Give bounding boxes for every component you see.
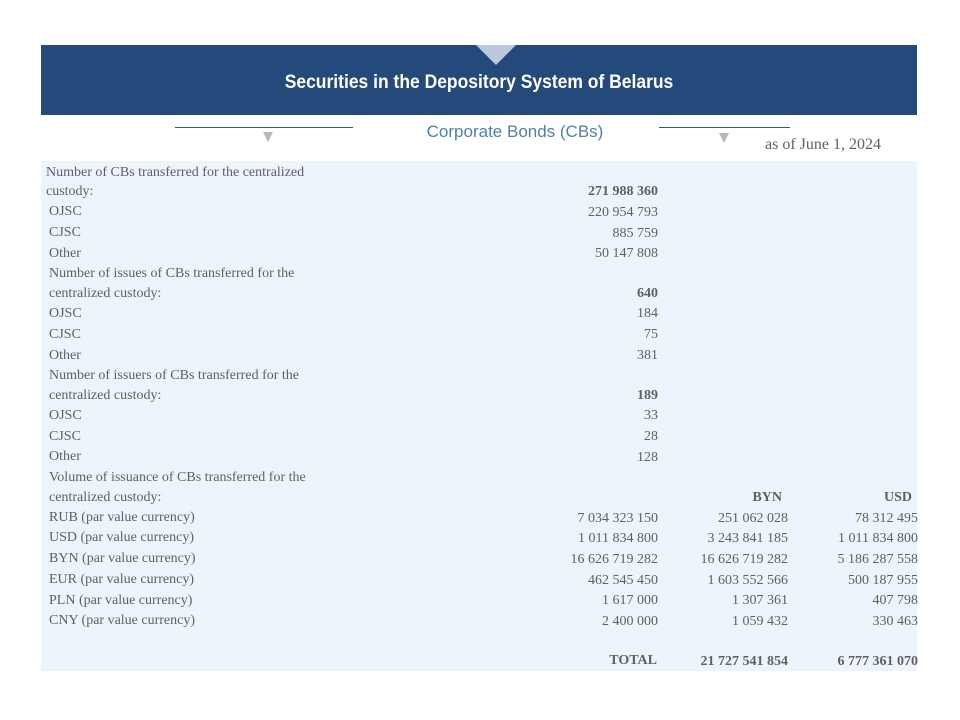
section-label: centralized custody: (49, 388, 162, 403)
row-label: USD (par value currency) (49, 530, 194, 545)
row-value: 28 (644, 429, 658, 444)
total-label: TOTAL (609, 653, 657, 668)
row-value-byn: 1 307 361 (732, 593, 788, 608)
row-label: OJSC (49, 306, 82, 321)
section-total: 189 (637, 388, 658, 403)
column-header-byn: BYN (752, 490, 782, 505)
row-value: 220 954 793 (588, 205, 658, 220)
row-label: PLN (par value currency) (49, 593, 193, 608)
section-label: custody: (46, 184, 94, 199)
row-value-usd: 330 463 (872, 614, 918, 629)
section-label: Number of issues of CBs transferred for the (49, 266, 295, 281)
subtitle: Corporate Bonds (CBs) (426, 122, 604, 141)
row-value: 184 (637, 306, 658, 321)
row-value: 2 400 000 (602, 614, 658, 629)
row-label: BYN (par value currency) (49, 551, 196, 566)
row-label: OJSC (49, 408, 82, 423)
subtitle-rule-left (175, 127, 353, 128)
row-value-usd: 5 186 287 558 (837, 552, 918, 567)
row-value-byn: 16 626 719 282 (700, 552, 788, 567)
down-triangle-left-icon (263, 132, 273, 142)
section-label: centralized custody: (49, 286, 162, 301)
row-value-byn: 1 603 552 566 (707, 573, 788, 588)
row-value: 462 545 450 (588, 573, 658, 588)
row-value: 381 (637, 348, 658, 363)
row-label: Other (49, 246, 81, 261)
row-label: CJSC (49, 429, 81, 444)
row-value: 16 626 719 282 (570, 552, 658, 567)
page-title: Securities in the Depository System of Belarus (284, 72, 674, 93)
row-label: EUR (par value currency) (49, 572, 194, 587)
row-value-usd: 78 312 495 (855, 511, 918, 526)
row-value-byn: 1 059 432 (732, 614, 788, 629)
row-value: 75 (644, 327, 658, 342)
down-triangle-right-icon (719, 133, 729, 143)
row-value-byn: 251 062 028 (718, 511, 788, 526)
row-label: Other (49, 449, 81, 464)
as-of-date: as of June 1, 2024 (765, 136, 881, 153)
row-value-usd: 1 011 834 800 (838, 531, 918, 546)
subtitle-rule-right (659, 127, 790, 128)
section-label: Volume of issuance of CBs transferred for the (49, 470, 306, 485)
section-label: centralized custody: (49, 490, 162, 505)
row-value-byn: 3 243 841 185 (707, 531, 788, 546)
section-total: 640 (637, 286, 658, 301)
row-value: 1 617 000 (602, 593, 658, 608)
row-label: CJSC (49, 327, 81, 342)
row-value: 50 147 808 (595, 246, 658, 261)
row-label: CJSC (49, 225, 81, 240)
row-value: 885 759 (612, 226, 658, 241)
banner-notch (476, 45, 516, 65)
row-label: RUB (par value currency) (49, 510, 195, 525)
row-value-usd: 500 187 955 (848, 573, 918, 588)
row-label: OJSC (49, 204, 82, 219)
row-value: 33 (644, 408, 658, 423)
section-total: 271 988 360 (588, 184, 658, 199)
row-label: CNY (par value currency) (49, 613, 196, 628)
row-value: 128 (637, 450, 658, 465)
row-value: 1 011 834 800 (578, 531, 658, 546)
section-label: Number of issuers of CBs transferred for the (49, 368, 299, 383)
total-usd: 6 777 361 070 (837, 654, 918, 669)
section-label: Number of CBs transferred for the centralized (46, 165, 305, 180)
row-value-usd: 407 798 (872, 593, 918, 608)
row-label: Other (49, 348, 81, 363)
total-byn: 21 727 541 854 (700, 654, 788, 669)
column-header-usd: USD (883, 490, 912, 505)
row-value: 7 034 323 150 (577, 511, 658, 526)
